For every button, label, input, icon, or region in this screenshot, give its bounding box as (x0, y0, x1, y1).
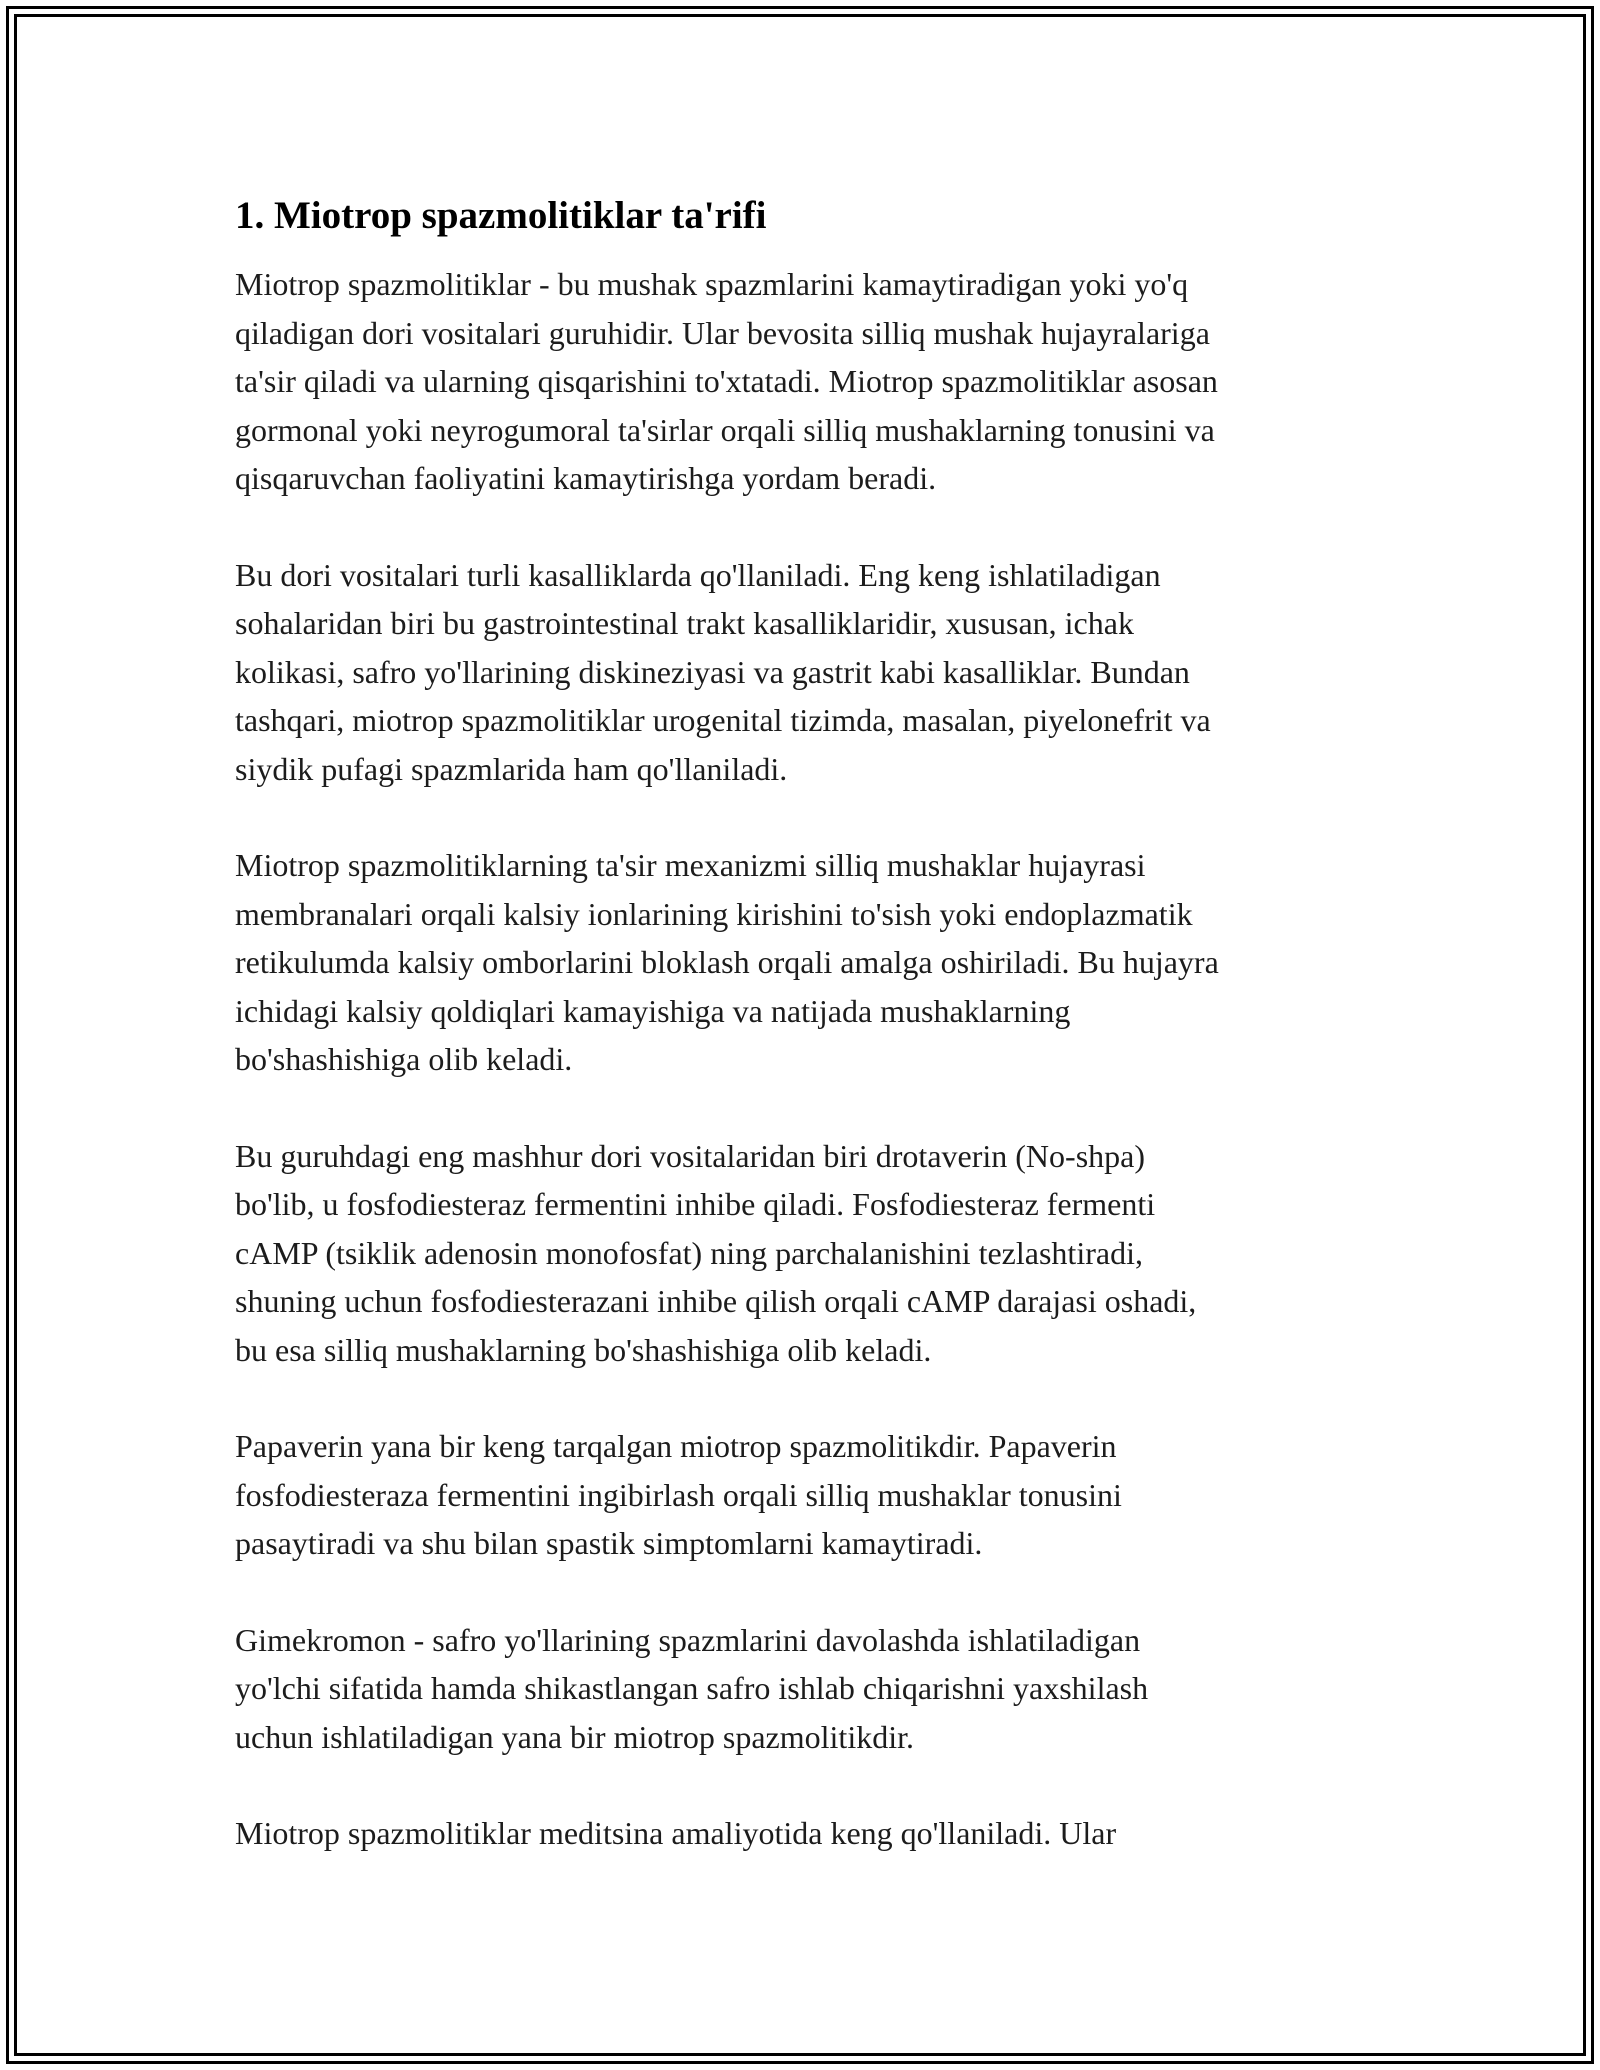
text-line: tashqari, miotrop spazmolitiklar urogenital tizimda, masalan, piyelonefrit va (235, 702, 1211, 738)
text-line: qisqaruvchan faoliyatini kamaytirishga yordam beradi. (235, 460, 937, 496)
text-line: Gimekromon - safro yo'llarining spazmlarini davolashda ishlatiladigan (235, 1621, 1141, 1658)
text-line: siydik pufagi spazmlarida ham qo'llaniladi. (235, 750, 788, 787)
text-line: ta'sir qiladi va ularning qisqarishini to'xtatadi. Miotrop spazmolitiklar asosan (235, 363, 1218, 399)
text-line: bu esa silliq mushaklarning bo'shashishiga olib keladi. (235, 1331, 932, 1368)
section-heading: 1. Miotrop spazmolitiklar ta'rifi (235, 194, 767, 237)
text-line: Miotrop spazmolitiklar meditsina amaliyotida keng qo'llaniladi. Ular (235, 1815, 1117, 1851)
document-body (235, 190, 1375, 1906)
paragraph-mechanism (235, 841, 1375, 1084)
text-line: yo'lchi sifatida hamda shikastlangan safro ishlab chiqarishni yaxshilash (235, 1670, 1149, 1706)
text-line: Bu dori vositalari turli kasalliklarda qo'llaniladi. Eng keng ishlatiladigan (235, 556, 1161, 593)
text-line: shuning uchun fosfodiesterazani inhibe qilish orqali cAMP darajasi oshadi, (235, 1283, 1197, 1319)
text-line: cAMP (tsiklik adenosin monofosfat) ning parchalanishini tezlashtiradi, (235, 1234, 1143, 1271)
paragraph-papaverin (235, 1422, 1375, 1568)
text-line: fosfodiesteraza fermentini ingibirlash orqali silliq mushaklar tonusini (235, 1476, 1122, 1513)
text-line: Bu guruhdagi eng mashhur dori vositalaridan biri drotaverin (No-shpa) (235, 1137, 1145, 1174)
paragraph-gimekromon (235, 1616, 1375, 1762)
text-line: ichidagi kalsiy qoldiqlari kamayishiga va natijada mushaklarning (235, 992, 1071, 1029)
paragraph-definition (235, 260, 1375, 503)
text-line: qiladigan dori vositalari guruhidir. Ular bevosita silliq mushak hujayralariga (235, 314, 1210, 351)
text-line: bo'lib, u fosfodiesteraz fermentini inhibe qiladi. Fosfodiesteraz fermenti (235, 1186, 1156, 1222)
paragraph-usage (235, 551, 1375, 794)
paragraph-practice (235, 1809, 1375, 1858)
text-line: pasaytiradi va shu bilan spastik simptomlarni kamaytiradi. (235, 1525, 983, 1561)
text-line: bo'shashishiga olib keladi. (235, 1041, 573, 1077)
text-line: sohalaridan biri bu gastrointestinal trakt kasalliklaridir, xususan, ichak (235, 605, 1134, 641)
paragraph-drotaverin (235, 1132, 1375, 1375)
text-line: kolikasi, safro yo'llarining diskineziyasi va gastrit kabi kasalliklar. Bundan (235, 653, 1190, 690)
text-line: Miotrop spazmolitiklarning ta'sir mexanizmi silliq mushaklar hujayrasi (235, 847, 1146, 883)
text-line: Miotrop spazmolitiklar - bu mushak spazmlarini kamaytiradigan yoki yo'q (235, 266, 1189, 302)
text-line: uchun ishlatiladigan yana bir miotrop spazmolitikdir. (235, 1718, 914, 1755)
text-line: Papaverin yana bir keng tarqalgan miotrop spazmolitikdir. Papaverin (235, 1428, 1117, 1464)
text-line: gormonal yoki neyrogumoral ta'sirlar orqali silliq mushaklarning tonusini va (235, 411, 1215, 448)
text-line: membranalari orqali kalsiy ionlarining kirishini to'sish yoki endoplazmatik (235, 895, 1193, 932)
text-line: retikulumda kalsiy omborlarini bloklash orqali amalga oshiriladi. Bu hujayra (235, 944, 1219, 980)
